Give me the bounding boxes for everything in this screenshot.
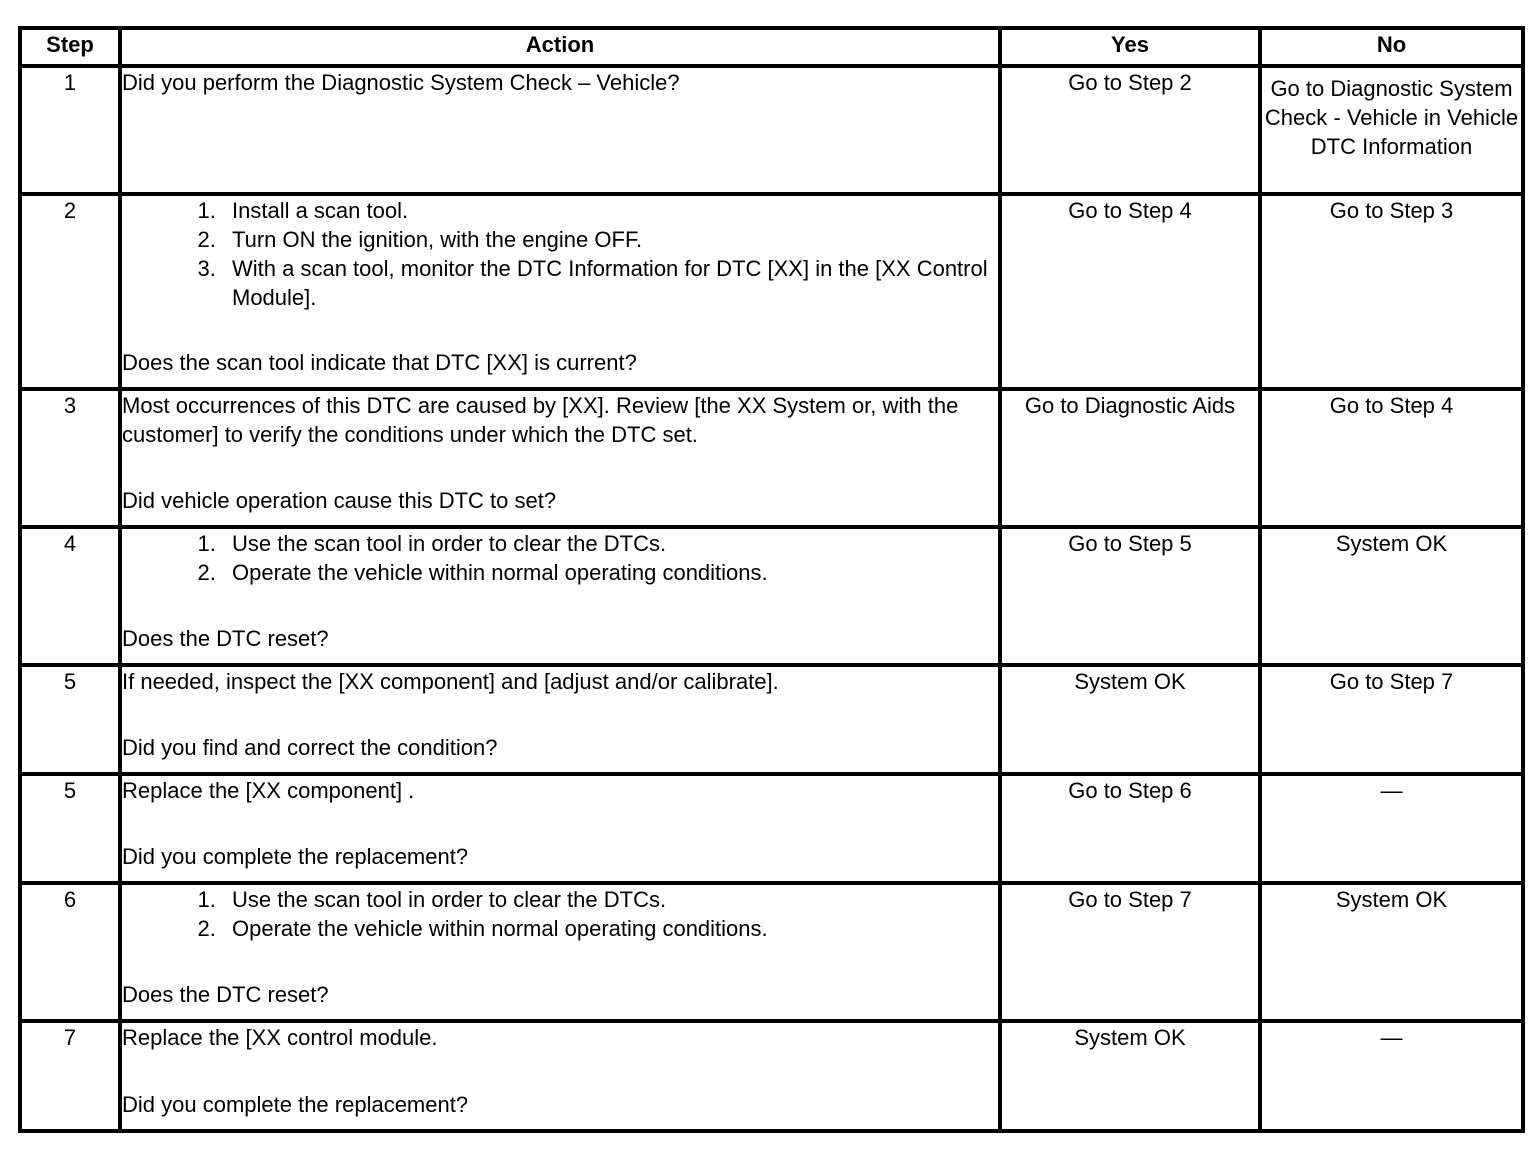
action-cell bbox=[120, 527, 1000, 665]
action-question: Does the DTC reset? bbox=[122, 626, 329, 651]
table-row bbox=[20, 527, 1523, 665]
action-question: Does the DTC reset? bbox=[122, 982, 329, 1007]
action-steps-list bbox=[122, 885, 998, 943]
no-cell: Go to Step 4 bbox=[1260, 389, 1523, 527]
header-yes: Yes bbox=[1000, 28, 1260, 66]
no-cell: — bbox=[1260, 1021, 1523, 1131]
table-row bbox=[20, 1021, 1523, 1131]
action-question: Does the scan tool indicate that DTC [XX] is current? bbox=[122, 350, 637, 375]
step-number: 5 bbox=[20, 774, 120, 883]
no-cell: System OK bbox=[1260, 527, 1523, 665]
table-row bbox=[20, 883, 1523, 1021]
action-text: If needed, inspect the [XX component] and [adjust and/or calibrate]. bbox=[122, 669, 779, 694]
yes-cell: Go to Step 6 bbox=[1000, 774, 1260, 883]
step-number: 5 bbox=[20, 665, 120, 774]
diagnostic-table bbox=[18, 26, 1525, 1133]
action-text: Did you perform the Diagnostic System Check – Vehicle? bbox=[122, 70, 680, 95]
yes-cell: Go to Step 7 bbox=[1000, 883, 1260, 1021]
action-text: Replace the [XX component] . bbox=[122, 778, 415, 803]
no-cell: Go to Diagnostic System Check - Vehicle in Vehicle DTC Information bbox=[1260, 66, 1523, 194]
action-text: Most occurrences of this DTC are caused by [XX]. Review [the XX System or, with the customer] to verify the conditions under which the DTC set. bbox=[122, 393, 959, 447]
no-cell: Go to Step 7 bbox=[1260, 665, 1523, 774]
yes-cell: Go to Diagnostic Aids bbox=[1000, 389, 1260, 527]
table-row bbox=[20, 389, 1523, 527]
action-cell bbox=[120, 66, 1000, 194]
yes-cell: System OK bbox=[1000, 1021, 1260, 1131]
table-row bbox=[20, 66, 1523, 194]
header-no: No bbox=[1260, 28, 1523, 66]
step-number: 2 bbox=[20, 194, 120, 389]
action-question: Did you complete the replacement? bbox=[122, 1092, 469, 1117]
action-cell bbox=[120, 774, 1000, 883]
yes-cell: Go to Step 4 bbox=[1000, 194, 1260, 389]
action-question: Did you complete the replacement? bbox=[122, 844, 469, 869]
step-number: 6 bbox=[20, 883, 120, 1021]
action-cell bbox=[120, 389, 1000, 527]
list-item: 2. Turn ON the ignition, with the engine OFF. bbox=[222, 225, 998, 254]
action-cell bbox=[120, 665, 1000, 774]
table-row bbox=[20, 665, 1523, 774]
yes-cell: Go to Step 5 bbox=[1000, 527, 1260, 665]
header-row bbox=[20, 28, 1523, 66]
no-cell: System OK bbox=[1260, 883, 1523, 1021]
action-steps-list bbox=[122, 529, 998, 587]
table-row bbox=[20, 774, 1523, 883]
step-number: 3 bbox=[20, 389, 120, 527]
yes-cell: Go to Step 2 bbox=[1000, 66, 1260, 194]
table-row bbox=[20, 194, 1523, 389]
step-number: 1 bbox=[20, 66, 120, 194]
action-question: Did vehicle operation cause this DTC to set? bbox=[122, 488, 557, 513]
action-question: Did you find and correct the condition? bbox=[122, 735, 498, 760]
no-cell: Go to Step 3 bbox=[1260, 194, 1523, 389]
list-item: 1. Use the scan tool in order to clear the DTCs. bbox=[222, 885, 998, 914]
list-item: 3. With a scan tool, monitor the DTC Information for DTC [XX] in the [XX Control Module]. bbox=[222, 254, 998, 312]
action-cell bbox=[120, 1021, 1000, 1131]
list-item: 2. Operate the vehicle within normal operating conditions. bbox=[222, 558, 998, 587]
header-action: Action bbox=[120, 28, 1000, 66]
step-number: 4 bbox=[20, 527, 120, 665]
action-cell bbox=[120, 194, 1000, 389]
list-item: 2. Operate the vehicle within normal operating conditions. bbox=[222, 914, 998, 943]
header-step: Step bbox=[20, 28, 120, 66]
yes-cell: System OK bbox=[1000, 665, 1260, 774]
action-steps-list bbox=[122, 196, 998, 312]
list-item: 1. Use the scan tool in order to clear the DTCs. bbox=[222, 529, 998, 558]
step-number: 7 bbox=[20, 1021, 120, 1131]
list-item: 1. Install a scan tool. bbox=[222, 196, 998, 225]
action-text: Replace the [XX control module. bbox=[122, 1025, 438, 1050]
no-cell: — bbox=[1260, 774, 1523, 883]
action-cell bbox=[120, 883, 1000, 1021]
